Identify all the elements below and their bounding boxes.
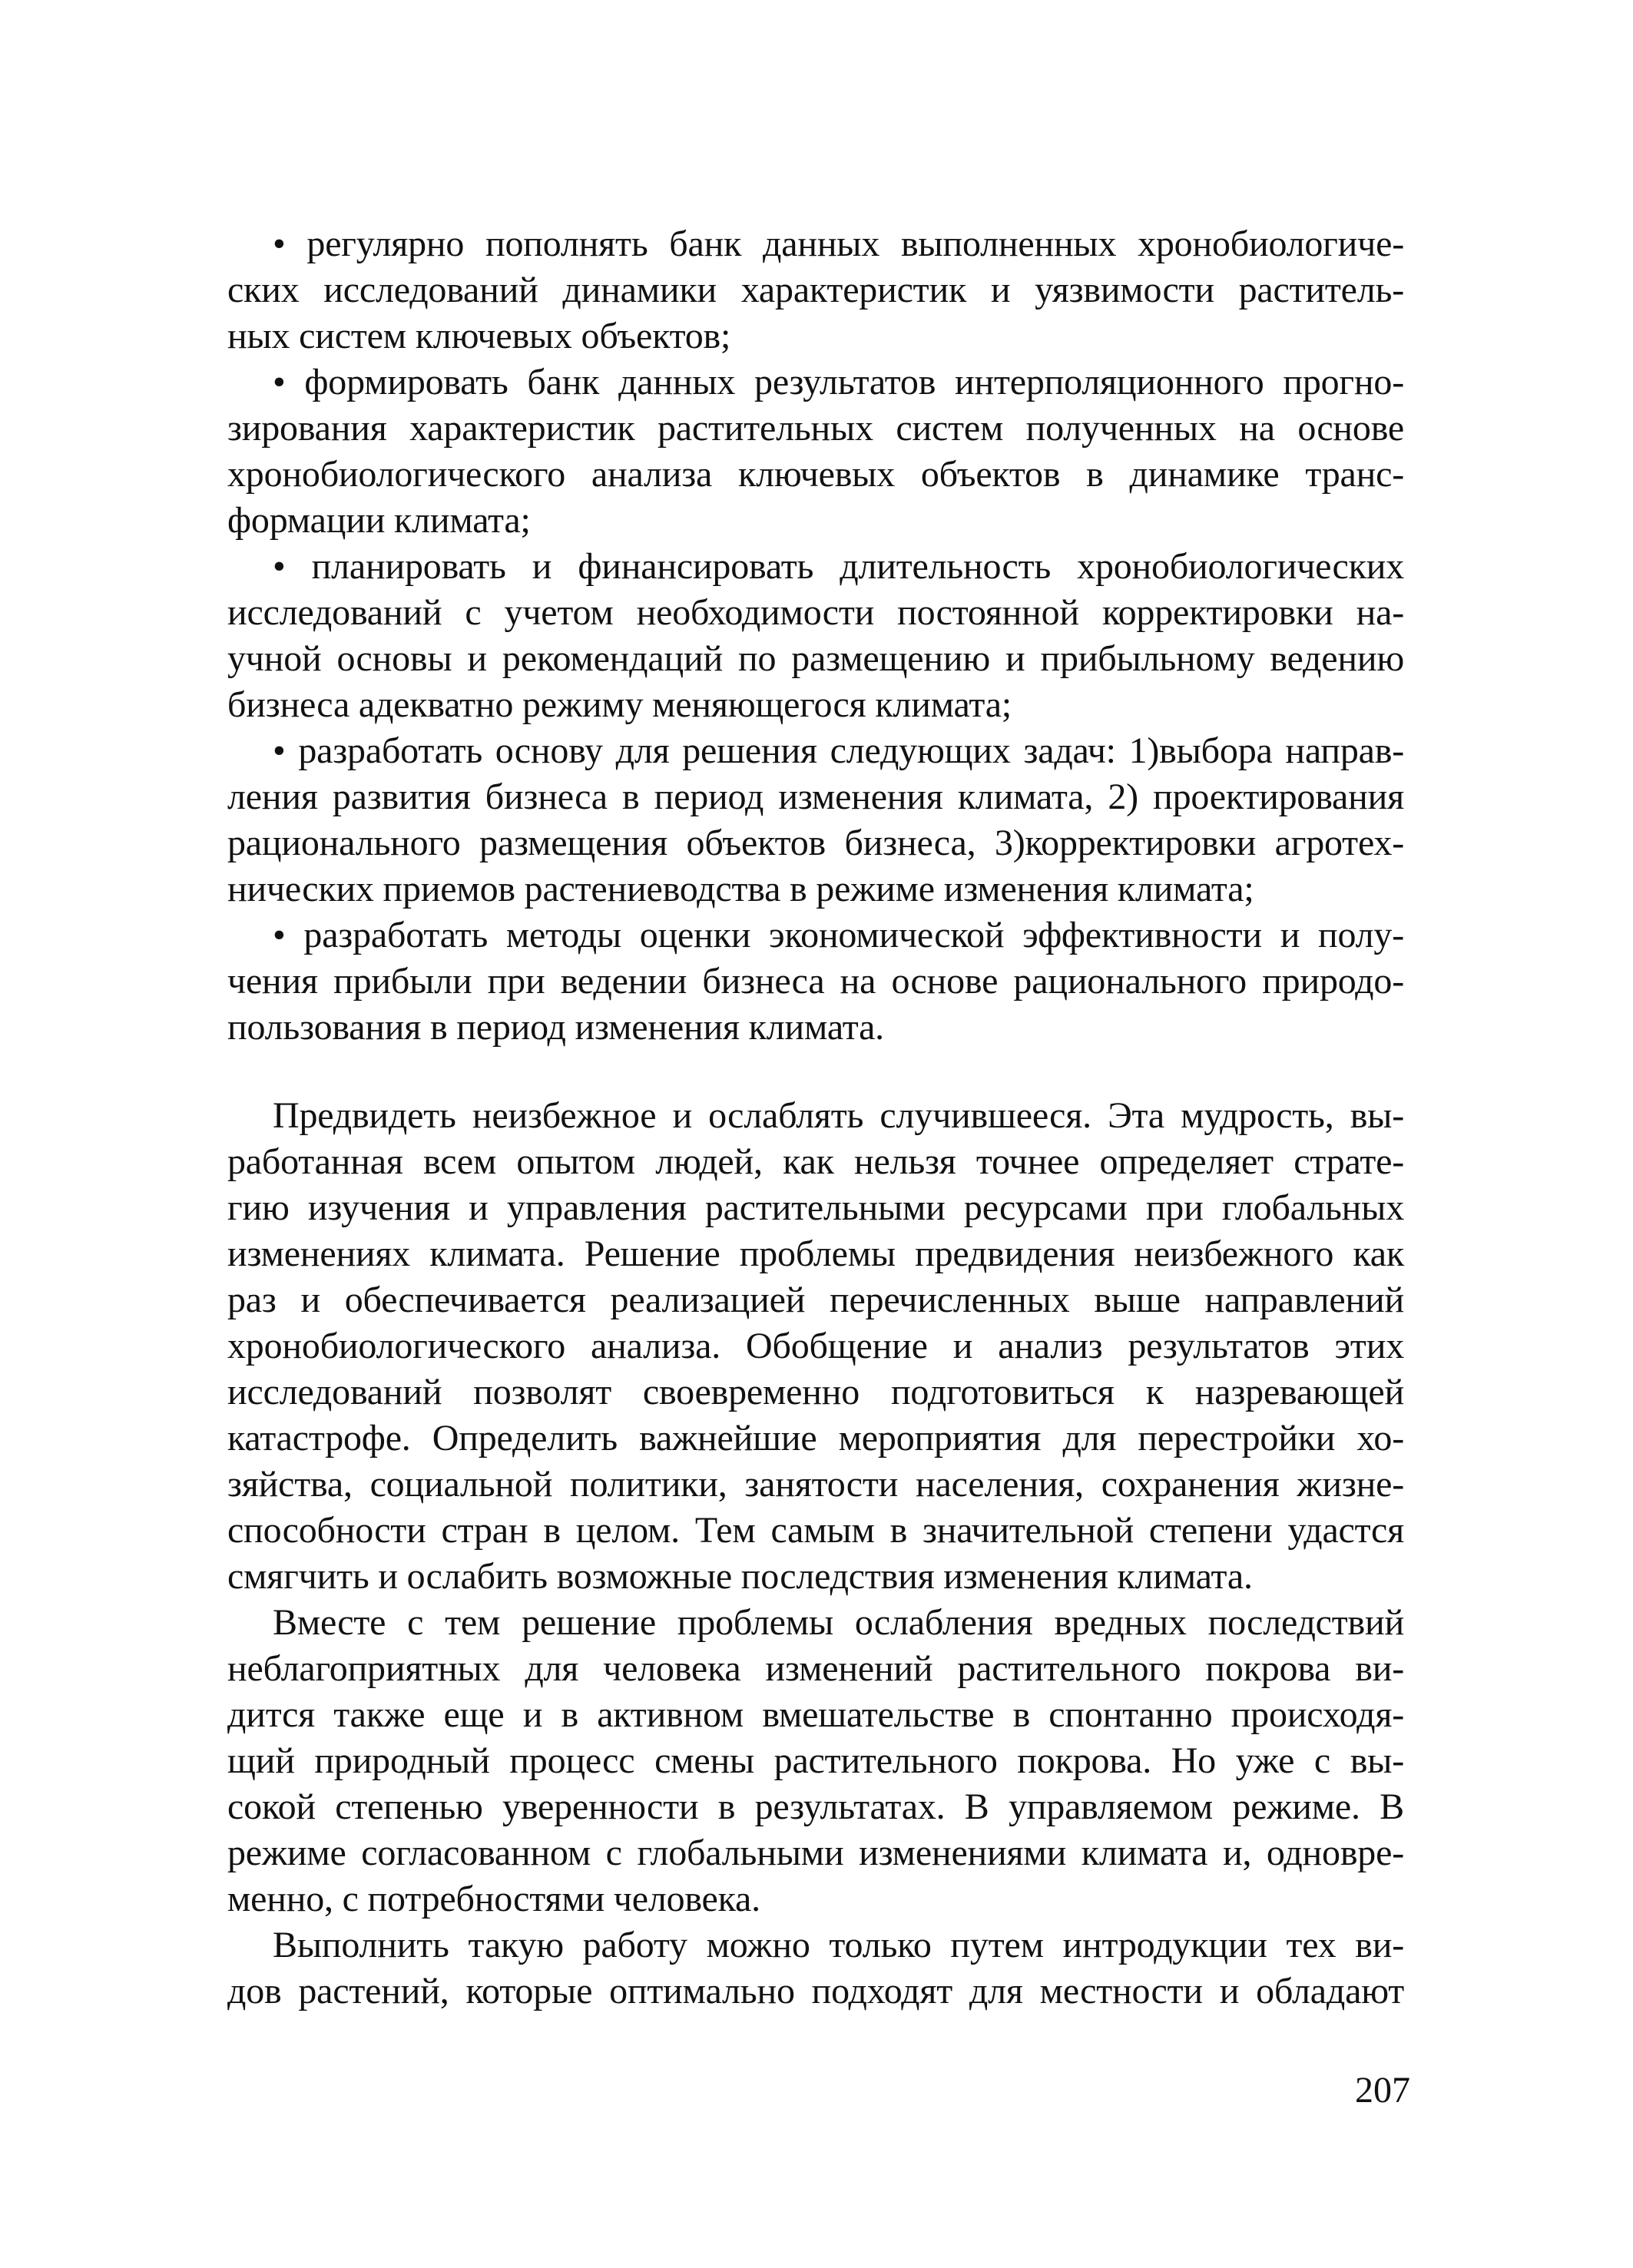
text-line: рационального размещения объектов бизнеса, 3)корректировки агротех- (227, 823, 1404, 863)
text-line: зирования характеристик растительных систем полученных на основе (227, 408, 1404, 449)
text-line: • планировать и финансировать длительность хронобиологических (273, 546, 1404, 587)
paragraph (227, 1600, 1404, 1922)
text-line: учной основы и рекомендаций по размещению и прибыльному ведению (227, 638, 1404, 679)
page-number: 207 (1355, 2070, 1410, 2111)
text-line: нических приемов растениеводства в режиме изменения климата; (227, 869, 1254, 909)
paragraph (227, 1922, 1404, 2015)
text-line: чения прибыли при ведении бизнеса на основе рационального природо- (227, 961, 1404, 1002)
bullet-item (227, 221, 1404, 359)
bullet-item (227, 728, 1404, 912)
text-line: Выполнить такую работу можно только путем интродукции тех ви- (273, 1925, 1404, 1965)
text-line: Вместе с тем решение проблемы ослабления вредных последствий (273, 1602, 1404, 1643)
bullet-item (227, 359, 1404, 544)
text-line: катастрофе. Определить важнейшие мероприятия для перестройки хо- (227, 1418, 1404, 1458)
text-line: гию изучения и управления растительными ресурсами при глобальных (227, 1187, 1404, 1228)
text-line: сокой степенью уверенности в результатах. В управляемом режиме. В (227, 1786, 1404, 1827)
text-line: • разработать основу для решения следующих задач: 1)выбора направ- (273, 730, 1404, 771)
text-line: • формировать банк данных результатов интерполяционного прогно- (273, 362, 1404, 402)
text-line: Предвидеть неизбежное и ослаблять случившееся. Эта мудрость, вы- (273, 1095, 1404, 1136)
text-line: дов растений, которые оптимально подходят для местности и обладают (227, 1971, 1404, 2011)
bullet-list (227, 221, 1404, 1051)
text-line: ских исследований динамики характеристик и уязвимости раститель- (227, 270, 1404, 310)
text-line: неблагоприятных для человека изменений растительного покрова ви- (227, 1648, 1404, 1689)
text-line: ления развития бизнеса в период изменения климата, 2) проектирования (227, 776, 1404, 817)
text-line: • разработать методы оценки экономической эффективности и полу- (273, 915, 1404, 955)
text-line: хронобиологического анализа ключевых объектов в динамике транс- (227, 454, 1404, 495)
text-line: бизнеса адекватно режиму меняющегося климата; (227, 684, 1012, 725)
text-line: щий природный процесс смены растительного покрова. Но уже с вы- (227, 1740, 1404, 1781)
text-line: ных систем ключевых объектов; (227, 316, 731, 356)
text-line: смягчить и ослабить возможные последствия изменения климата. (227, 1556, 1253, 1597)
paragraph (227, 1093, 1404, 1600)
text-line: исследований с учетом необходимости постоянной корректировки на- (227, 592, 1404, 633)
text-line: исследований позволят своевременно подготовиться к назревающей (227, 1372, 1404, 1412)
text-line: раз и обеспечивается реализацией перечисленных выше направлений (227, 1280, 1404, 1320)
text-line: дится также еще и в активном вмешательстве в спонтанно происходя- (227, 1694, 1404, 1735)
text-line: менно, с потребностями человека. (227, 1879, 760, 1919)
text-line: • регулярно пополнять банк данных выполненных хронобиологиче- (273, 223, 1404, 264)
text-line: способности стран в целом. Тем самым в значительной степени удастся (227, 1510, 1404, 1551)
bullet-item (227, 544, 1404, 728)
bullet-item (227, 912, 1404, 1051)
text-line: режиме согласованном с глобальными изменениями климата и, одновре- (227, 1833, 1404, 1873)
text-line: формации климата; (227, 500, 531, 541)
text-line: зяйства, социальной политики, занятости населения, сохранения жизне- (227, 1464, 1404, 1505)
text-line: изменениях климата. Решение проблемы предвидения неизбежного как (227, 1233, 1404, 1274)
text-line: хронобиологического анализа. Обобщение и анализ результатов этих (227, 1326, 1404, 1366)
text-line: пользования в период изменения климата. (227, 1007, 884, 1048)
text-line: работанная всем опытом людей, как нельзя точнее определяет страте- (227, 1141, 1404, 1182)
body-text (227, 1093, 1404, 2015)
